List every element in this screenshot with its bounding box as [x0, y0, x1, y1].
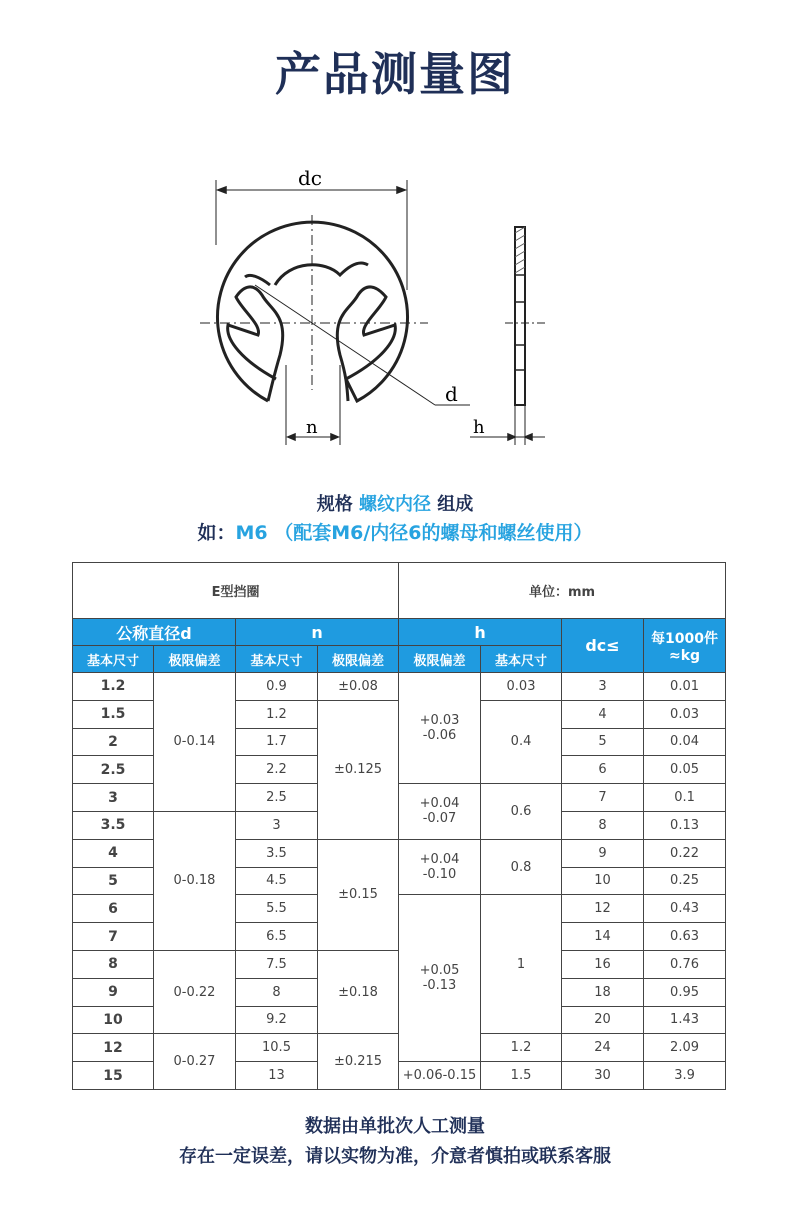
n-tol-cell: ±0.215 — [318, 1034, 399, 1090]
header-h: h — [399, 619, 562, 646]
weight-cell: 2.09 — [644, 1034, 726, 1062]
table-unit: 单位：mm — [399, 563, 726, 619]
sub-basic: 基本尺寸 — [236, 646, 318, 673]
d-tol-cell: 0-0.18 — [154, 811, 236, 950]
h-tol-cell: +0.04 -0.10 — [399, 839, 481, 895]
weight-cell: 0.1 — [644, 784, 726, 812]
dc-cell: 14 — [562, 923, 644, 951]
size-cell: 2 — [73, 728, 154, 756]
dc-cell: 9 — [562, 839, 644, 867]
footer-note-2: 存在一定误差，请以实物为准，介意者慎拍或联系客服 — [179, 1146, 611, 1167]
size-cell: 2.5 — [73, 756, 154, 784]
size-cell: 5 — [73, 867, 154, 895]
weight-cell: 3.9 — [644, 1062, 726, 1090]
dc-cell: 3 — [562, 673, 644, 701]
weight-cell: 0.04 — [644, 728, 726, 756]
spec-line-2 — [0, 518, 790, 545]
dc-cell: 16 — [562, 950, 644, 978]
size-cell: 6 — [73, 895, 154, 923]
weight-cell: 0.25 — [644, 867, 726, 895]
size-cell: 9 — [73, 978, 154, 1006]
n-basic-cell: 3.5 — [236, 839, 318, 867]
n-basic-cell: 5.5 — [236, 895, 318, 923]
n-basic-cell: 13 — [236, 1062, 318, 1090]
n-basic-cell: 3 — [236, 811, 318, 839]
h-tol-cell: +0.03 -0.06 — [399, 673, 481, 784]
n-tol-cell: ±0.125 — [318, 700, 399, 839]
n-basic-cell: 10.5 — [236, 1034, 318, 1062]
weight-cell: 0.43 — [644, 895, 726, 923]
h-basic-cell: 1 — [481, 895, 562, 1034]
size-cell: 7 — [73, 923, 154, 951]
dc-cell: 20 — [562, 1006, 644, 1034]
label-h: h — [473, 417, 485, 438]
weight-cell: 0.76 — [644, 950, 726, 978]
n-basic-cell: 0.9 — [236, 673, 318, 701]
size-cell: 12 — [73, 1034, 154, 1062]
table-name: E型挡圈 — [73, 563, 399, 619]
n-basic-cell: 2.5 — [236, 784, 318, 812]
d-tol-cell: 0-0.22 — [154, 950, 236, 1033]
h-tol-cell: +0.04 -0.07 — [399, 784, 481, 840]
n-tol-cell: ±0.15 — [318, 839, 399, 950]
dc-cell: 5 — [562, 728, 644, 756]
header-n: n — [236, 619, 399, 646]
spec-example: M6 （配套M6/内径6的螺母和螺丝使用） — [235, 522, 593, 544]
h-tol-cell: +0.05 -0.13 — [399, 895, 481, 1062]
weight-cell: 0.22 — [644, 839, 726, 867]
spec-line-1 — [0, 490, 790, 516]
h-basic-cell: 0.03 — [481, 673, 562, 701]
weight-cell: 0.05 — [644, 756, 726, 784]
n-tol-cell: ±0.18 — [318, 950, 399, 1033]
n-basic-cell: 1.7 — [236, 728, 318, 756]
size-cell: 3.5 — [73, 811, 154, 839]
size-cell: 1.2 — [73, 673, 154, 701]
size-cell: 10 — [73, 1006, 154, 1034]
n-basic-cell: 7.5 — [236, 950, 318, 978]
h-basic-cell: 0.6 — [481, 784, 562, 840]
spec-highlight: 螺纹内径 — [359, 494, 431, 515]
n-tol-cell: ±0.08 — [318, 673, 399, 701]
n-basic-cell: 9.2 — [236, 1006, 318, 1034]
n-basic-cell: 4.5 — [236, 867, 318, 895]
h-tol-cell: +0.06-0.15 — [399, 1062, 481, 1090]
sub-tol: 极限偏差 — [399, 646, 481, 673]
weight-cell: 0.01 — [644, 673, 726, 701]
d-tol-cell: 0-0.14 — [154, 673, 236, 812]
dc-cell: 18 — [562, 978, 644, 1006]
spec-text-c: 组成 — [431, 494, 474, 515]
dc-cell: 30 — [562, 1062, 644, 1090]
d-tol-cell: 0-0.27 — [154, 1034, 236, 1090]
spec-table — [72, 562, 726, 1090]
dc-cell: 12 — [562, 895, 644, 923]
label-n: n — [306, 417, 318, 438]
size-cell: 15 — [73, 1062, 154, 1090]
weight-cell: 0.63 — [644, 923, 726, 951]
size-cell: 1.5 — [73, 700, 154, 728]
spec-example-label: 如： — [197, 522, 236, 544]
header-nominal: 公称直径d — [73, 619, 236, 646]
sub-tol: 极限偏差 — [318, 646, 399, 673]
n-basic-cell: 8 — [236, 978, 318, 1006]
label-dc: dc — [298, 166, 323, 190]
label-d: d — [445, 382, 458, 406]
dc-cell: 7 — [562, 784, 644, 812]
h-basic-cell: 1.5 — [481, 1062, 562, 1090]
sub-basic: 基本尺寸 — [73, 646, 154, 673]
weight-cell: 0.13 — [644, 811, 726, 839]
size-cell: 8 — [73, 950, 154, 978]
dc-cell: 10 — [562, 867, 644, 895]
header-weight: 每1000件≈kg — [644, 619, 726, 673]
weight-cell: 0.95 — [644, 978, 726, 1006]
h-basic-cell: 1.2 — [481, 1034, 562, 1062]
n-basic-cell: 2.2 — [236, 756, 318, 784]
spec-text-a: 规格 — [316, 494, 359, 515]
weight-cell: 1.43 — [644, 1006, 726, 1034]
sub-basic: 基本尺寸 — [481, 646, 562, 673]
n-basic-cell: 1.2 — [236, 700, 318, 728]
footer-note-1: 数据由单批次人工测量 — [305, 1116, 485, 1137]
dc-cell: 24 — [562, 1034, 644, 1062]
e-clip-drawing — [190, 165, 560, 455]
size-cell: 4 — [73, 839, 154, 867]
h-basic-cell: 0.8 — [481, 839, 562, 895]
sub-tol: 极限偏差 — [154, 646, 236, 673]
page-title: 产品测量图 — [275, 47, 515, 101]
n-basic-cell: 6.5 — [236, 923, 318, 951]
dc-cell: 8 — [562, 811, 644, 839]
dc-cell: 4 — [562, 700, 644, 728]
table-row — [73, 673, 726, 701]
dc-cell: 6 — [562, 756, 644, 784]
weight-cell: 0.03 — [644, 700, 726, 728]
size-cell: 3 — [73, 784, 154, 812]
h-basic-cell: 0.4 — [481, 700, 562, 783]
header-dc: dc≤ — [562, 619, 644, 673]
